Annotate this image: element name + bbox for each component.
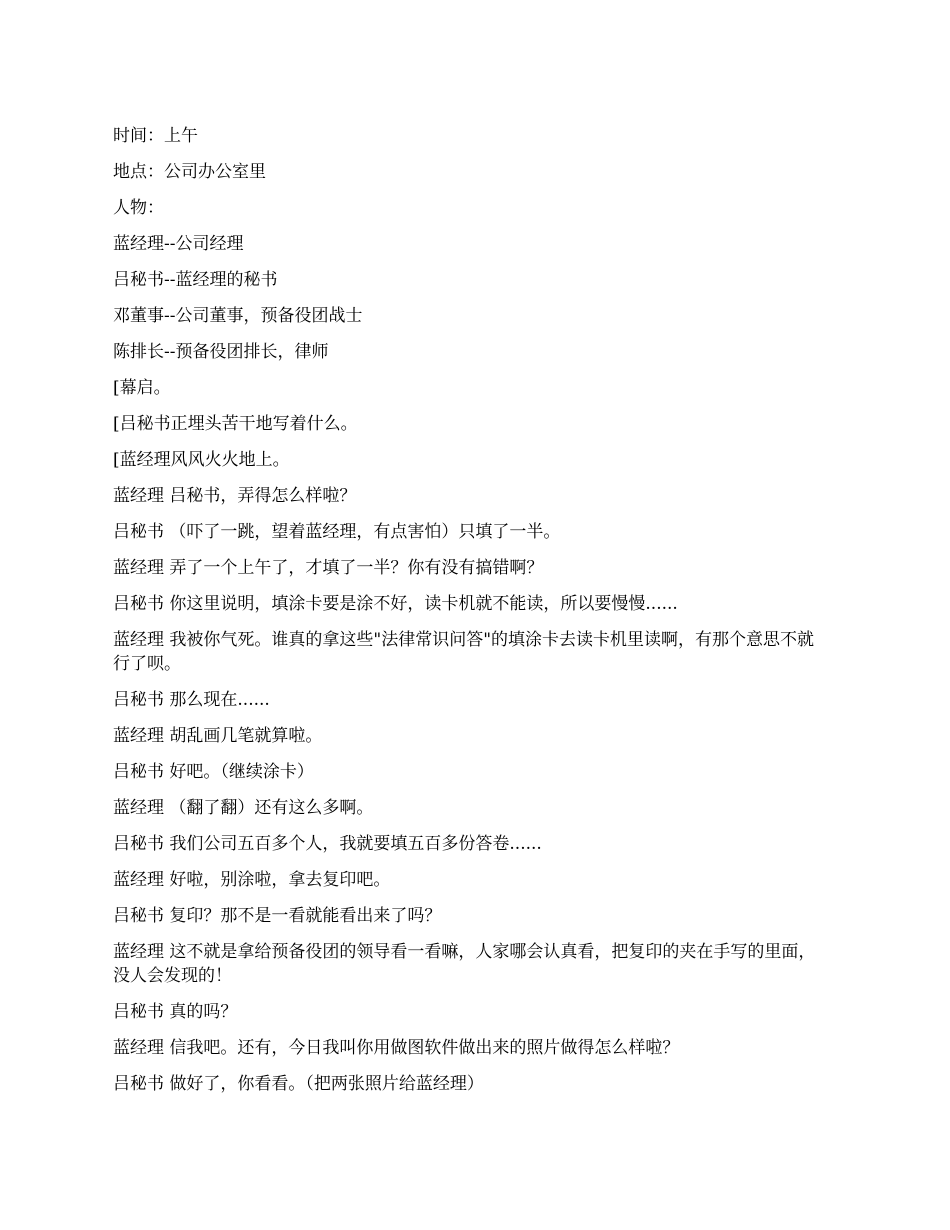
paragraph-stage-direction: [蓝经理风风火火地上。 (113, 450, 290, 470)
paragraph-character-lan: 蓝经理--公司经理 (113, 234, 244, 254)
paragraph-character-chen: 陈排长--预备役团排长，律师 (113, 342, 329, 362)
paragraph-dialogue: 吕秘书 复印？那不是一看就能看出来了吗？ (113, 906, 442, 926)
paragraph-dialogue: 吕秘书 你这里说明，填涂卡要是涂不好，读卡机就不能读，所以要慢慢...... (113, 594, 678, 614)
paragraph-stage-direction: [幕启。 (113, 378, 171, 398)
paragraph-dialogue: 吕秘书 好吧。（继续涂卡） (113, 762, 314, 782)
paragraph-dialogue: 吕秘书 （吓了一跳，望着蓝经理，有点害怕）只填了一半。 (113, 522, 561, 542)
paragraph-dialogue: 蓝经理 （翻了翻）还有这么多啊。 (113, 798, 374, 818)
paragraph-dialogue: 蓝经理 好啦，别涂啦，拿去复印吧。 (113, 870, 391, 890)
paragraph-dialogue: 蓝经理 弄了一个上午了，才填了一半？你有没有搞错啊？ (113, 558, 544, 578)
document-page (113, 124, 828, 1108)
paragraph-dialogue: 吕秘书 做好了，你看看。（把两张照片给蓝经理） (113, 1074, 484, 1094)
paragraph-time: 时间：上午 (113, 126, 198, 146)
paragraph-dialogue: 吕秘书 那么现在...... (113, 690, 270, 710)
paragraph-character-deng: 邓董事--公司董事，预备役团战士 (113, 306, 363, 326)
paragraph-stage-direction: [吕秘书正埋头苦干地写着什么。 (113, 414, 358, 434)
paragraph-dialogue: 蓝经理 吕秘书，弄得怎么样啦？ (113, 486, 357, 506)
paragraph-dialogue: 蓝经理 我被你气死。谁真的拿这些"法律常识问答"的填涂卡去读卡机里读啊，有那个意思不就行了呗。 (113, 630, 815, 674)
paragraph-character-lv: 吕秘书--蓝经理的秘书 (113, 270, 278, 290)
paragraph-dialogue: 吕秘书 我们公司五百多个人，我就要填五百多份答卷...... (113, 834, 542, 854)
paragraph-dialogue: 吕秘书 真的吗？ (113, 1002, 238, 1022)
paragraph-dialogue: 蓝经理 信我吧。还有，今日我叫你用做图软件做出来的照片做得怎么样啦？ (113, 1038, 680, 1058)
paragraph-place: 地点：公司办公室里 (113, 162, 266, 182)
paragraph-dialogue: 蓝经理 这不就是拿给预备役团的领导看一看嘛，人家哪会认真看，把复印的夹在手写的里面，没人会发现的！ (113, 942, 816, 986)
paragraph-characters-heading: 人物： (113, 198, 164, 218)
paragraph-dialogue: 蓝经理 胡乱画几笔就算啦。 (113, 726, 323, 746)
